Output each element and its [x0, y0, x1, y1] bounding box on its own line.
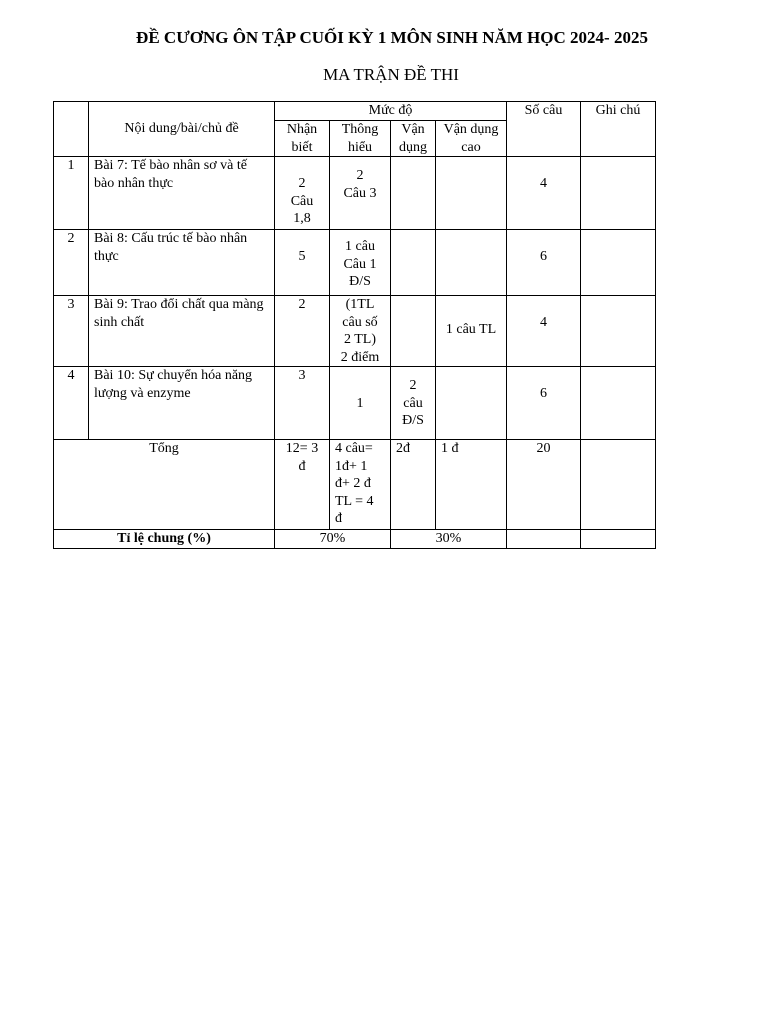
row-recognition: 5	[275, 230, 330, 296]
row-advanced-application: 1 câu TL	[436, 296, 507, 367]
ratio-row	[54, 530, 656, 549]
row-topic: Bài 10: Sự chuyển hóa năng lượng và enzyme	[89, 367, 275, 440]
row-topic: Bài 9: Trao đổi chất qua màng sinh chất	[89, 296, 275, 367]
header-application: Vận dụng	[391, 121, 436, 157]
row-notes	[581, 367, 656, 440]
row-advanced-application	[436, 367, 507, 440]
header-recognition: Nhận biết	[275, 121, 330, 157]
total-advanced-application: 1 đ	[436, 440, 507, 530]
row-comprehension: 2 Câu 3	[330, 157, 391, 230]
exam-matrix-table	[53, 101, 656, 549]
header-question-count: Số câu	[507, 102, 581, 157]
header-notes: Ghi chú	[581, 102, 656, 157]
header-comprehension: Thông hiểu	[330, 121, 391, 157]
document-title: ĐỀ CƯƠNG ÔN TẬP CUỐI KỲ 1 MÔN SINH NĂM HỌC 2024- 2025	[136, 28, 648, 47]
row-number: 1	[54, 157, 89, 230]
header-content: Nội dung/bài/chủ đề	[89, 102, 275, 157]
header-row-1	[54, 102, 656, 121]
total-row	[54, 440, 656, 530]
row-advanced-application	[436, 157, 507, 230]
ratio-count	[507, 530, 581, 549]
row-notes	[581, 157, 656, 230]
table-row	[54, 296, 656, 367]
table-row	[54, 230, 656, 296]
header-advanced-application: Vận dụng cao	[436, 121, 507, 157]
row-comprehension: 1	[330, 367, 391, 440]
row-application	[391, 230, 436, 296]
document-subtitle: MA TRẬN ĐỀ THI	[323, 65, 459, 84]
ratio-group-1: 70%	[275, 530, 391, 549]
ratio-notes	[581, 530, 656, 549]
row-count: 4	[507, 296, 581, 367]
row-number: 2	[54, 230, 89, 296]
row-number: 3	[54, 296, 89, 367]
row-recognition: 2 Câu 1,8	[275, 157, 330, 230]
ratio-group-2: 30%	[391, 530, 507, 549]
row-application	[391, 157, 436, 230]
table-row	[54, 367, 656, 440]
total-notes	[581, 440, 656, 530]
header-no-cell	[54, 102, 89, 157]
row-number: 4	[54, 367, 89, 440]
row-count: 4	[507, 157, 581, 230]
row-advanced-application	[436, 230, 507, 296]
header-level: Mức độ	[275, 102, 507, 121]
row-comprehension: 1 câu Câu 1 Đ/S	[330, 230, 391, 296]
total-count: 20	[507, 440, 581, 530]
total-recognition: 12= 3 đ	[275, 440, 330, 530]
table-row	[54, 157, 656, 230]
row-recognition: 2	[275, 296, 330, 367]
total-application: 2đ	[391, 440, 436, 530]
row-application: 2 câu Đ/S	[391, 367, 436, 440]
row-topic: Bài 7: Tế bào nhân sơ và tế bào nhân thực	[89, 157, 275, 230]
row-count: 6	[507, 367, 581, 440]
row-recognition: 3	[275, 367, 330, 440]
ratio-label: Tỉ lệ chung (%)	[54, 530, 275, 549]
row-notes	[581, 230, 656, 296]
row-notes	[581, 296, 656, 367]
row-topic: Bài 8: Cấu trúc tế bào nhân thực	[89, 230, 275, 296]
total-label: Tổng	[54, 440, 275, 530]
row-count: 6	[507, 230, 581, 296]
row-comprehension: (1TL câu số 2 TL) 2 điểm	[330, 296, 391, 367]
row-application	[391, 296, 436, 367]
total-comprehension: 4 câu= 1đ+ 1 đ+ 2 đ TL = 4 đ	[330, 440, 391, 530]
